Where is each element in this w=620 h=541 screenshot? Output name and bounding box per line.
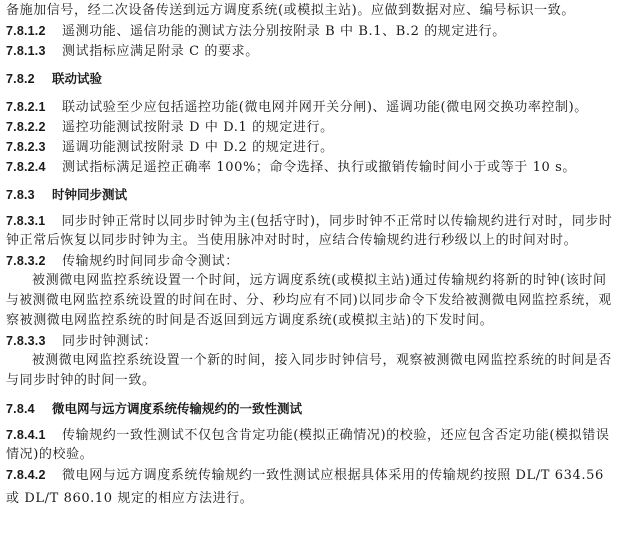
paragraph-line bbox=[6, 352, 612, 370]
section-heading-7-8-2 bbox=[6, 70, 102, 88]
clause-number: 7.8.2.4 bbox=[6, 160, 46, 174]
body-text: 情况)的校验。 bbox=[6, 447, 94, 462]
clause-number: 7.8.2.1 bbox=[6, 100, 46, 114]
section-heading-7-8-3 bbox=[6, 186, 127, 204]
body-text: 同步时钟正常时以同步时钟为主(包括守时)，同步时钟不正常时以传输规约进行对时，同步时 bbox=[61, 214, 613, 229]
clause-7-8-4-2 bbox=[6, 466, 604, 484]
paragraph-line bbox=[6, 232, 577, 250]
clause-7-8-2-1 bbox=[6, 98, 588, 116]
body-text: 被测微电网监控系统设置一个新的时间，接入同步时钟信号，观察被测微电网监控系统的时间是否 bbox=[31, 353, 612, 368]
clause-7-8-2-2 bbox=[6, 118, 334, 136]
paragraph-line bbox=[6, 312, 493, 330]
body-text: 被测微电网监控系统设置一个时间，远方调度系统(或模拟主站)通过传输规约将新的时钟(该时间 bbox=[32, 273, 607, 288]
clause-number: 7.8.2.2 bbox=[6, 120, 46, 134]
section-title: 联动试验 bbox=[52, 71, 103, 86]
paragraph-line bbox=[6, 292, 612, 310]
paragraph-line bbox=[6, 446, 93, 464]
body-text: 测试指标应满足附录 C 的要求。 bbox=[62, 44, 259, 59]
body-text: 测试指标满足遥控正确率 100%；命令选择、执行或撤销传输时间小于或等于 10 s。 bbox=[62, 160, 576, 175]
body-text: 与被测微电网监控系统设置的时间在时、分、秒均应有不同)以同步命令下发给被测微电网监控系统，观 bbox=[6, 293, 612, 308]
clause-number: 7.8.2.3 bbox=[6, 140, 46, 154]
body-text: 察被测微电网监控系统的时间是否返回到远方调度系统(或模拟主站)的下发时间。 bbox=[6, 313, 494, 328]
clause-number: 7.8.3.2 bbox=[6, 254, 46, 268]
body-text: 遥控功能测试按附录 D 中 D.1 的规定进行。 bbox=[62, 120, 334, 135]
clause-7-8-1-3 bbox=[6, 42, 259, 60]
paragraph-line bbox=[6, 490, 253, 508]
body-text: 遥调功能测试按附录 D 中 D.2 的规定进行。 bbox=[62, 140, 334, 155]
body-text: 微电网与远方调度系统传输规约一致性测试应根据具体采用的传输规约按照 DL/T 634.56 bbox=[62, 468, 604, 483]
section-title: 微电网与远方调度系统传输规约的一致性测试 bbox=[52, 401, 303, 416]
clause-number: 7.8.3.1 bbox=[6, 214, 46, 228]
clause-7-8-4-1 bbox=[6, 426, 609, 444]
body-text: 备施加信号，经二次设备传送到远方调度系统(或模拟主站)。应做到数据对应、编号标识一致。 bbox=[6, 3, 575, 18]
clause-number: 7.8.4.2 bbox=[6, 468, 46, 482]
clause-number: 7.8.1.3 bbox=[6, 44, 46, 58]
body-text: 联动试验至少应包括遥控功能(微电网并网开关分闸)、遥调功能(微电网交换功率控制)。 bbox=[62, 100, 588, 115]
body-text: 或 DL/T 860.10 规定的相应方法进行。 bbox=[6, 491, 254, 506]
body-text: 与同步时钟的时间一致。 bbox=[6, 373, 156, 388]
clause-7-8-1-2 bbox=[6, 22, 506, 40]
paragraph-line bbox=[6, 272, 607, 290]
section-number: 7.8.4 bbox=[6, 402, 35, 416]
section-title: 时钟同步测试 bbox=[52, 187, 128, 202]
clause-7-8-3-3 bbox=[6, 332, 157, 350]
paragraph-line bbox=[6, 2, 575, 20]
clause-7-8-2-4 bbox=[6, 158, 576, 176]
clause-7-8-3-1 bbox=[6, 212, 612, 230]
section-heading-7-8-4 bbox=[6, 400, 302, 418]
section-number: 7.8.2 bbox=[6, 72, 35, 86]
body-text: 钟正常后恢复以同步时钟为主。当使用脉冲对时时，应结合传输规约进行秒级以上的时间对时。 bbox=[6, 233, 578, 248]
clause-7-8-3-2 bbox=[6, 252, 239, 270]
body-text: 遥测功能、遥信功能的测试方法分别按附录 B 中 B.1、B.2 的规定进行。 bbox=[62, 24, 506, 39]
clause-7-8-2-3 bbox=[6, 138, 334, 156]
body-text: 传输规约时间同步命令测试： bbox=[62, 254, 239, 269]
clause-number: 7.8.3.3 bbox=[6, 334, 46, 348]
clause-number: 7.8.1.2 bbox=[6, 24, 46, 38]
body-text: 传输规约一致性测试不仅包含肯定功能(模拟正确情况)的校验，还应包含否定功能(模拟错误 bbox=[62, 428, 610, 443]
paragraph-line bbox=[6, 372, 156, 390]
section-number: 7.8.3 bbox=[6, 188, 35, 202]
body-text: 同步时钟测试： bbox=[62, 334, 158, 349]
clause-number: 7.8.4.1 bbox=[6, 428, 46, 442]
